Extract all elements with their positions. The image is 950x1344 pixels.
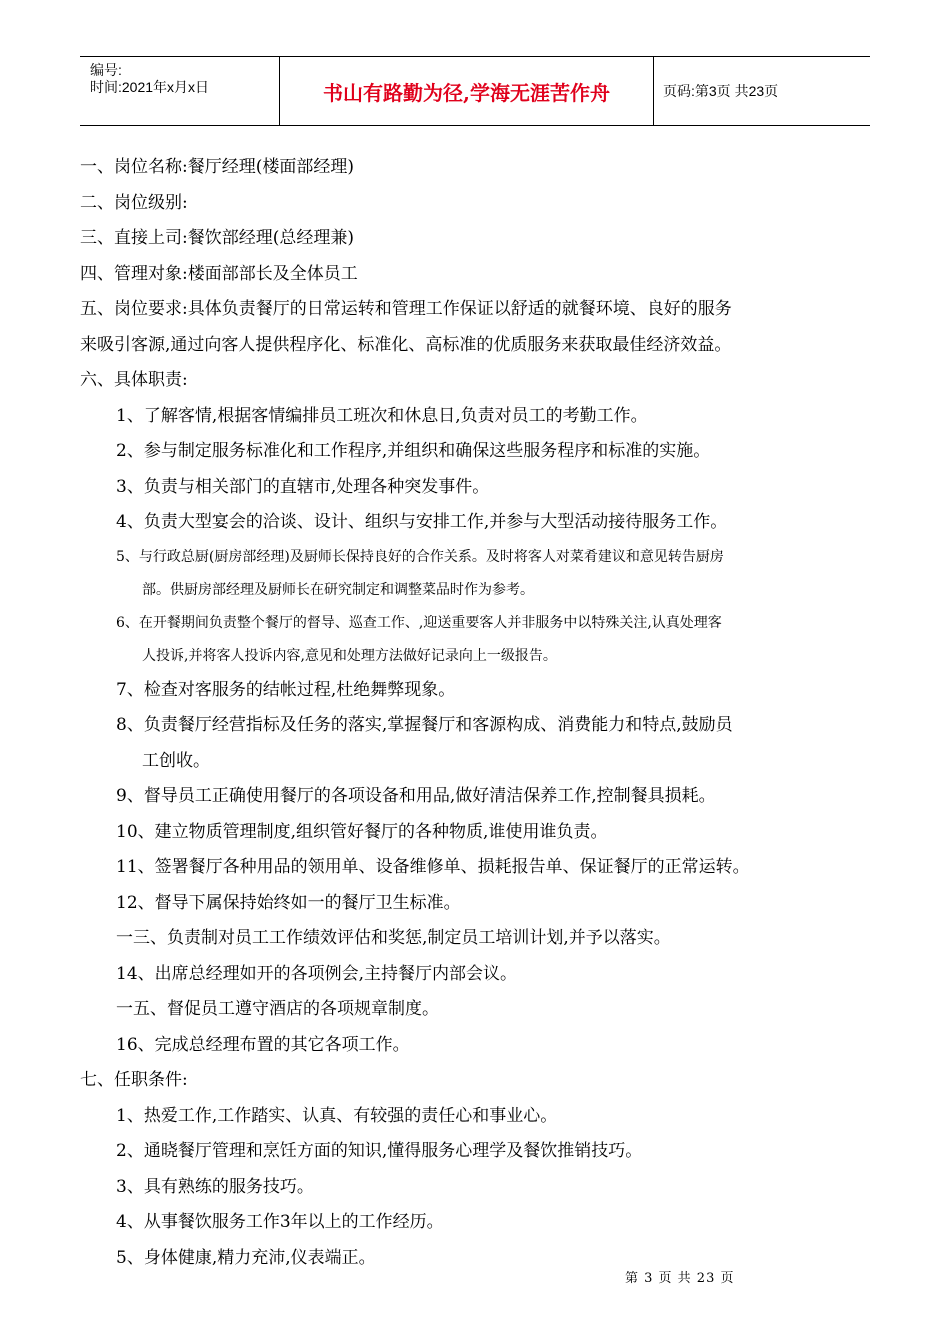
section-position-name: 一、岗位名称:餐厅经理(楼面部经理) (80, 157, 354, 177)
duty-item-continuation: 工创收。 (142, 750, 210, 771)
qualification-item: 4、从事餐饮服务工作3年以上的工作经历。 (116, 1212, 444, 1232)
qualification-item: 2、通晓餐厅管理和烹饪方面的知识,懂得服务心理学及餐饮推销技巧。 (116, 1141, 643, 1161)
duty-item: 12、督导下属保持始终如一的餐厅卫生标准。 (116, 892, 461, 913)
duty-item (80, 541, 880, 607)
duty-item: 14、出席总经理如开的各项例会,主持餐厅内部会议。 (116, 963, 518, 984)
header-motto: 书山有路勤为径,学海无涯苦作舟 (280, 57, 654, 125)
header-page-info: 页码:第3页 共23页 (663, 83, 779, 99)
duty-item-text: 8、负责餐厅经营指标及任务的落实,掌握餐厅和客源构成、消费能力和特点,鼓励员 (116, 715, 733, 735)
duty-item-continuation: 部。供厨房部经理及厨师长在研究制定和调整菜品时作为参考。 (142, 581, 534, 598)
duty-item: 2、参与制定服务标准化和工作程序,并组织和确保这些服务程序和标准的实施。 (116, 441, 711, 461)
document-number-label: 编号: (90, 62, 122, 78)
section-managed-staff: 四、管理对象:楼面部部长及全体员工 (80, 263, 358, 284)
document-body (80, 150, 880, 1276)
duty-item: 10、建立物质管理制度,组织管好餐厅的各种物质,谁使用谁负责。 (116, 821, 608, 842)
section-position-level: 二、岗位级别: (80, 192, 188, 213)
duty-item: 7、检查对客服务的结帐过程,杜绝舞弊现象。 (116, 679, 456, 700)
duty-item: 一三、负责制对员工工作绩效评估和奖惩,制定员工培训计划,并予以落实。 (116, 928, 671, 948)
duty-item (80, 607, 880, 673)
qualification-item: 5、身体健康,精力充沛,仪表端正。 (116, 1247, 376, 1268)
header-meta (80, 57, 280, 125)
duty-item (80, 708, 880, 779)
qualification-item: 3、具有熟练的服务技巧。 (116, 1176, 314, 1197)
section-direct-superior: 三、直接上司:餐饮部经理(总经理兼) (80, 228, 354, 248)
duty-item-continuation: 人投诉,并将客人投诉内容,意见和处理方法做好记录向上一级报告。 (142, 647, 557, 664)
document-date: 时间:2021年x月x日 (90, 79, 210, 95)
page-header (80, 56, 870, 126)
duty-item: 9、督导员工正确使用餐厅的各项设备和用品,做好清洁保养工作,控制餐具损耗。 (116, 786, 716, 806)
section-duties-heading: 六、具体职责: (80, 370, 188, 390)
duty-item-text: 6、在开餐期间负责整个餐厅的督导、巡查工作、,迎送重要客人并非服务中以特殊关注,认真处理客 (116, 614, 722, 631)
section-requirements-line-2: 来吸引客源,通过向客人提供程序化、标准化、高标准的优质服务来获取最佳经济效益。 (80, 334, 732, 355)
duty-item: 16、完成总经理布置的其它各项工作。 (116, 1034, 410, 1055)
duty-item: 4、负责大型宴会的洽谈、设计、组织与安排工作,并参与大型活动接待服务工作。 (116, 512, 728, 532)
section-qualifications-heading: 七、任职条件: (80, 1070, 188, 1090)
duty-item: 1、了解客情,根据客情编排员工班次和休息日,负责对员工的考勤工作。 (116, 405, 648, 426)
page-footer-number: 第 3 页 共 23 页 (625, 1271, 735, 1286)
section-requirements-line-1: 五、岗位要求:具体负责餐厅的日常运转和管理工作保证以舒适的就餐环境、良好的服务 (80, 299, 732, 319)
qualification-item: 1、热爱工作,工作踏实、认真、有较强的责任心和事业心。 (116, 1105, 558, 1126)
duty-item: 11、签署餐厅各种用品的领用单、设备维修单、损耗报告单、保证餐厅的正常运转。 (116, 857, 750, 877)
duty-item: 一五、督促员工遵守酒店的各项规章制度。 (116, 999, 439, 1019)
duty-item: 3、负责与相关部门的直辖市,处理各种突发事件。 (116, 476, 490, 497)
duty-item-text: 5、与行政总厨(厨房部经理)及厨师长保持良好的合作关系。及时将客人对菜肴建议和意见转告厨房 (116, 548, 724, 565)
